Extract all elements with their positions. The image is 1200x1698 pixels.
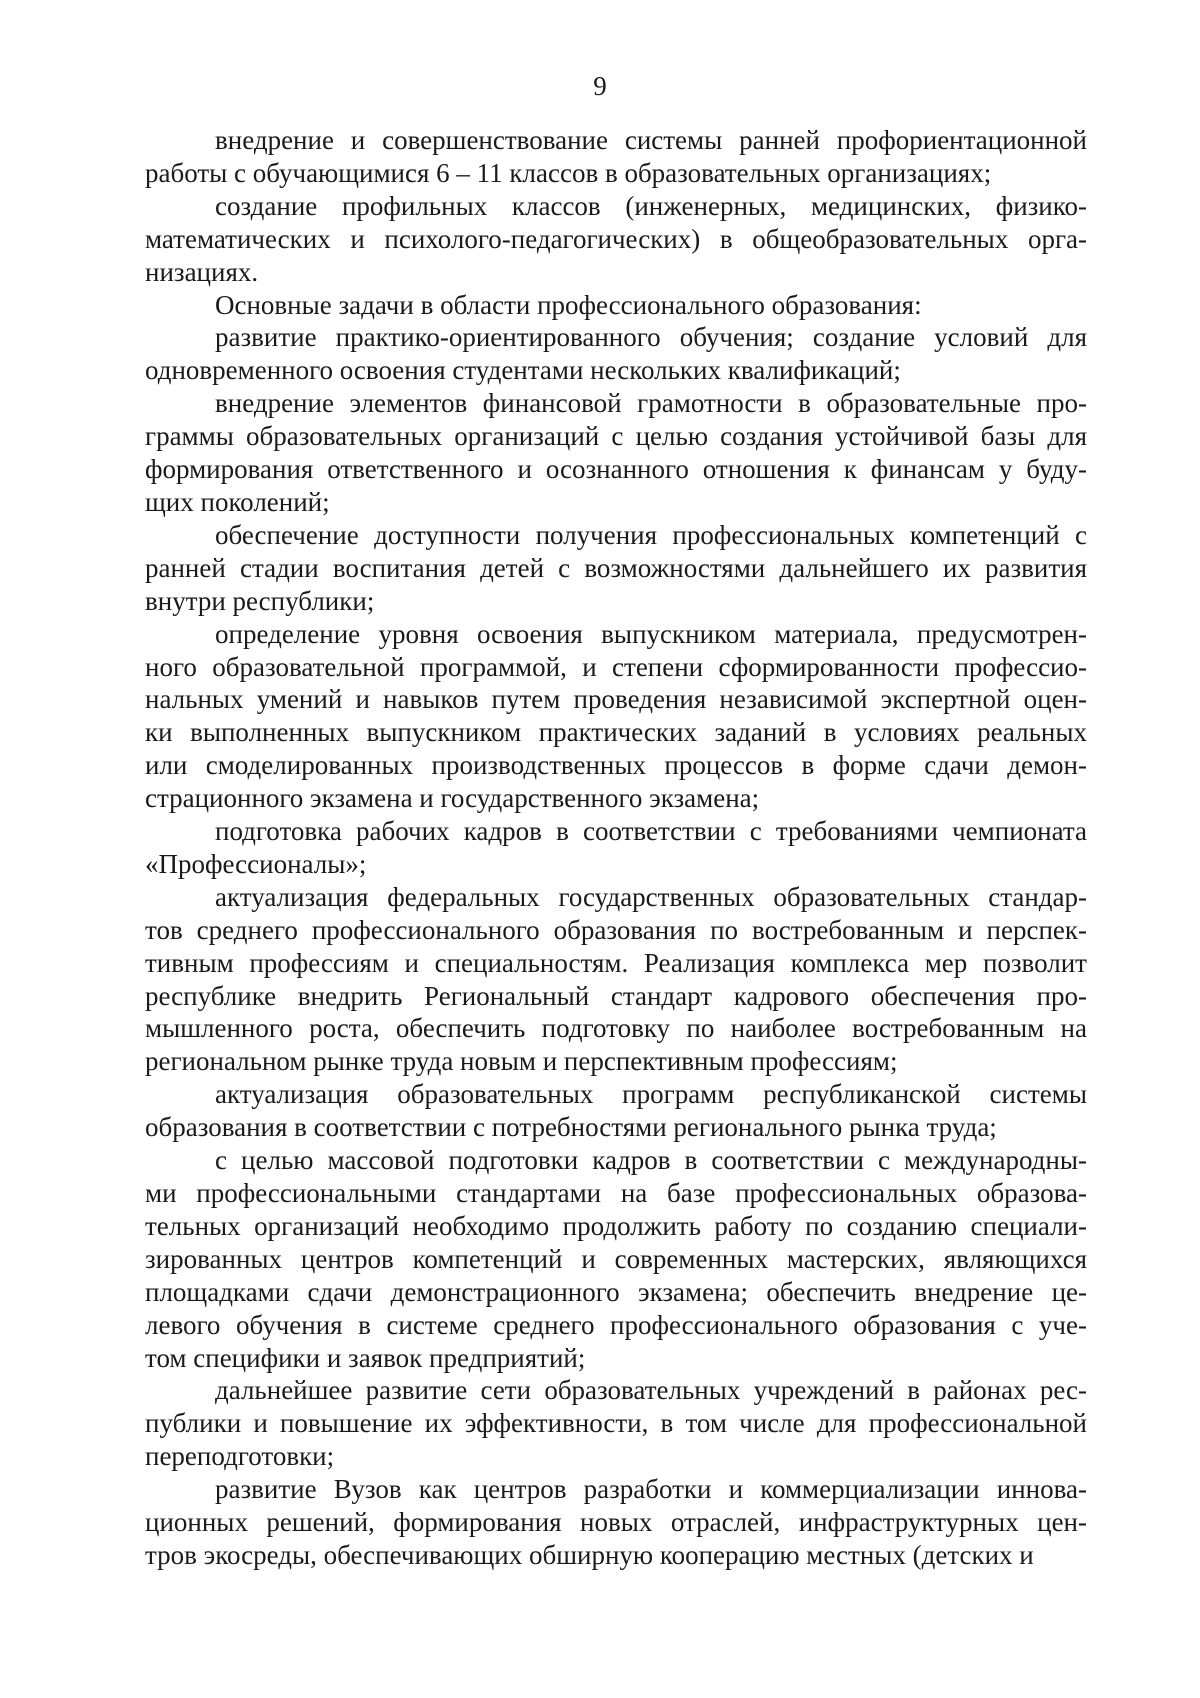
paragraph-line: актуализация образовательных программ республиканской системы (215, 1079, 1087, 1110)
paragraph-line: «Профессионалы»; (145, 848, 367, 879)
paragraph-line: тивным профессиям и специальностям. Реализация комплекса мер позволит (145, 947, 1087, 978)
paragraph-line: Основные задачи в области профессионального образования: (215, 289, 922, 320)
paragraph (145, 289, 1087, 322)
paragraph-line: ного образовательной программой, и степени сформированности профессио- (145, 651, 1087, 682)
paragraph-line: внедрение и совершенствование системы ранней профориентационной (215, 125, 1087, 155)
paragraph-line: низациях. (145, 256, 259, 287)
paragraph-line: страционного экзамена и государственного экзамена; (145, 783, 760, 814)
paragraph-line: актуализация федеральных государственных образовательных стандар- (215, 881, 1087, 912)
paragraph-line: обеспечение доступности получения профессиональных компетенций с (215, 519, 1087, 550)
paragraph (145, 321, 1087, 387)
paragraph-line: граммы образовательных организаций с целью создания устойчивой базы для (145, 421, 1087, 452)
paragraph-line: ционных решений, формирования новых отраслей, инфраструктурных цен- (145, 1507, 1087, 1538)
paragraph-line: дальнейшее развитие сети образовательных учреждений в районах рес- (215, 1375, 1087, 1406)
paragraph (145, 1078, 1087, 1144)
paragraph-line: образования в соответствии с потребностями регионального рынка труда; (145, 1112, 997, 1143)
paragraph-line: переподготовки; (145, 1441, 335, 1472)
paragraph (145, 124, 1087, 190)
paragraph-line: создание профильных классов (инженерных, медицинских, физико- (215, 190, 1087, 221)
paragraph-line: развитие Вузов как центров разработки и коммерциализации иннова- (215, 1474, 1087, 1505)
paragraph-line: ми профессиональными стандартами на базе профессиональных образова- (145, 1178, 1087, 1208)
paragraph-line: площадками сдачи демонстрационного экзамена; обеспечить внедрение це- (145, 1276, 1087, 1307)
body-text (145, 124, 1087, 1572)
paragraph-line: публики и повышение их эффективности, в том числе для профессиональной (145, 1408, 1087, 1439)
paragraph-line: внедрение элементов финансовой грамотности в образовательные про- (215, 388, 1087, 419)
paragraph-line: ки выполненных выпускником практических заданий в условиях реальных (145, 717, 1087, 748)
paragraph-line: региональном рынке труда новым и перспективным профессиям; (145, 1046, 898, 1077)
paragraph-line: республике внедрить Региональный стандарт кадрового обеспечения про- (145, 980, 1087, 1011)
paragraph-line: том специфики и заявок предприятий; (145, 1342, 586, 1373)
paragraph-line: тельных организаций необходимо продолжить работу по созданию специали- (145, 1210, 1087, 1241)
paragraph (145, 190, 1087, 289)
paragraph (145, 519, 1087, 618)
paragraph-line: ранней стадии воспитания детей с возможностями дальнейшего их развития (145, 552, 1087, 583)
paragraph-line: нальных умений и навыков путем проведения независимой экспертной оцен- (145, 684, 1087, 715)
paragraph-line: работы с обучающимися 6 – 11 классов в образовательных организациях; (145, 157, 992, 188)
paragraph (145, 387, 1087, 519)
paragraph-line: подготовка рабочих кадров в соответствии с требованиями чемпионата (215, 816, 1087, 847)
paragraph (145, 1374, 1087, 1473)
paragraph (145, 815, 1087, 881)
paragraph-line: одновременного освоения студентами нескольких квалификаций; (145, 355, 901, 386)
paragraph-line: математических и психолого-педагогических) в общеобразовательных орга- (145, 223, 1087, 254)
paragraph-line: внутри республики; (145, 585, 375, 616)
paragraph-line: определение уровня освоения выпускником материала, предусмотрен- (215, 618, 1087, 649)
paragraph-line: левого обучения в системе среднего профессионального образования с уче- (145, 1309, 1087, 1340)
paragraph-line: щих поколений; (145, 486, 330, 517)
paragraph-line: тов среднего профессионального образования по востребованным и перспек- (145, 914, 1087, 945)
paragraph (145, 1473, 1087, 1572)
paragraph-line: мышленного роста, обеспечить подготовку по наиболее востребованным на (145, 1013, 1087, 1044)
paragraph-line: зированных центров компетенций и современных мастерских, являющихся (145, 1243, 1087, 1274)
paragraph (145, 618, 1087, 815)
paragraph-line: развитие практико-ориентированного обучения; создание условий для (215, 322, 1087, 353)
paragraph-line: формирования ответственного и осознанного отношения к финансам у буду- (145, 454, 1087, 485)
paragraph (145, 1144, 1087, 1374)
paragraph-line: с целью массовой подготовки кадров в соответствии с международны- (215, 1145, 1087, 1176)
paragraph-line: тров экосреды, обеспечивающих обширную кооперацию местных (детских и (145, 1539, 1034, 1570)
paragraph (145, 881, 1087, 1078)
paragraph-line: или смоделированных производственных процессов в форме сдачи демон- (145, 750, 1087, 781)
page-number: 9 (593, 71, 607, 101)
